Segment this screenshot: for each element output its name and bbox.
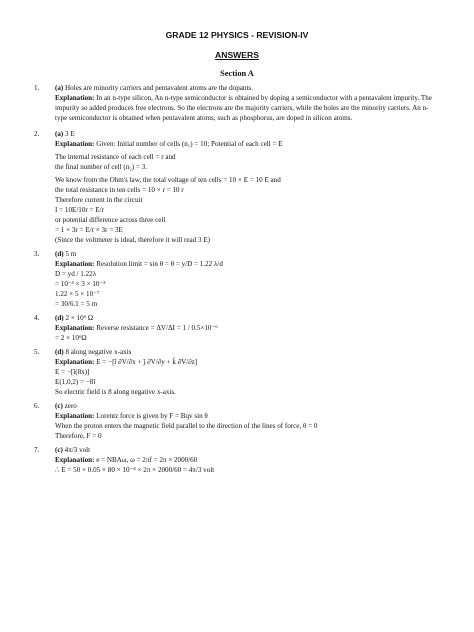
explanation-line: Therefore current in the circuit xyxy=(55,196,143,204)
answer-choice: (c) zero xyxy=(55,402,77,410)
explanation-line: (Since the voltmeter is ideal, therefore it will read 3 E) xyxy=(55,236,211,244)
answer-item xyxy=(34,313,440,343)
explanation-line: When the proton enters the magnetic field parallel to the direction of the lines of force, θ = 0 xyxy=(55,422,318,430)
explanation-line: the final number of cell (n₂) = 3. xyxy=(55,163,147,171)
explanation-line: So electric field is 8 along negative x-axis. xyxy=(55,388,176,396)
explanation-text: Explanation: Given: Initial number of cells (n₁) = 10; Potential of each cell = E xyxy=(55,140,283,148)
answer-item xyxy=(34,249,440,309)
explanation-line: I = 10E/10r = E/r xyxy=(55,206,104,214)
explanation-line: We know from the Ohm's law, the total voltage of ten cells = 10 × E = 10 E and xyxy=(55,176,281,184)
answer-number: 2. xyxy=(34,130,40,138)
explanation-line: or potential difference across three cell xyxy=(55,216,166,224)
answer-item xyxy=(34,83,440,123)
answer-choice: (c) 4π/3 volt xyxy=(55,446,91,454)
explanation-line: the total resistance in ten cells = 10 × r = 10 r xyxy=(55,186,184,194)
page-title: GRADE 12 PHYSICS - REVISION-IV xyxy=(165,30,309,40)
explanation-line: ∴ E = 50 × 0.05 × 80 × 10⁻⁴ × 2π × 2000/60 = 4π/3 volt xyxy=(55,466,215,474)
answers-heading: ANSWERS xyxy=(215,50,259,60)
explanation-line: 1.22 × 5 × 10⁻⁷ xyxy=(55,290,100,298)
answer-item xyxy=(34,129,440,245)
explanation-line: = 30/6.1 = 5 m xyxy=(55,300,98,308)
answer-item xyxy=(34,401,440,441)
explanation-text: Explanation: Reverse resistance = ΔV/ΔI = 1 / 0.5×10⁻⁶ xyxy=(55,324,218,332)
answer-choice: (d) 2 × 10⁶ Ω xyxy=(55,314,94,322)
explanation-text: Explanation: Resolution limit = sin θ = θ = y/D = 1.22 λ/d xyxy=(55,260,223,268)
explanation-line: = 10⁻³ × 3 × 10⁻³ xyxy=(55,280,106,288)
answer-choice: (a) Holes are minority carriers and pentavalent atoms are the dopants. xyxy=(55,84,253,92)
explanation-line: E = −[î(8x)] xyxy=(55,368,90,376)
answer-number: 3. xyxy=(34,250,40,258)
answer-number: 7. xyxy=(34,446,40,454)
explanation-line: = 1 × 3r = E/r × 3r = 3E xyxy=(55,226,123,234)
answer-number: 1. xyxy=(34,84,40,92)
answer-item xyxy=(34,347,440,397)
answer-choice: (a) 3 E xyxy=(55,130,75,138)
answer-number: 4. xyxy=(34,314,40,322)
answer-item xyxy=(34,445,440,475)
explanation-line: Therefore, F = 0 xyxy=(55,432,102,440)
answer-choice: (d) 8 along negative x-axis xyxy=(55,348,132,356)
explanation-line: D = yd / 1.22λ xyxy=(55,270,97,278)
explanation-line: = 2 × 10⁶Ω xyxy=(55,334,87,342)
explanation-text: Explanation: In an n-type silicon, An n-type semiconductor is obtained by doping a semiconductor with a pentavalent impurity. The impurity so added produces free electrons. So the electrons are the majority carriers, while the holes are the minority carriers. An n-type semiconductor is obtained when pentavalent atoms, such as phosphorus, are doped in silicon atoms. xyxy=(55,94,432,122)
explanation-text: Explanation: E = −[î ∂V/∂x + ĵ ∂V/∂y + k̂ ∂V/∂z] xyxy=(55,358,198,366)
explanation-text: Explanation: Lorentz force is given by F = Bqv sin θ xyxy=(55,412,208,420)
answer-number: 6. xyxy=(34,402,40,410)
explanation-text: Explanation: e = NBAω, ω = 2πf = 2π × 2000/60 xyxy=(55,456,198,464)
section-heading: Section A xyxy=(220,69,254,78)
answer-choice: (d) 5 m xyxy=(55,250,77,258)
answer-number: 5. xyxy=(34,348,40,356)
explanation-line: The internal resistance of each cell = r and xyxy=(55,153,176,161)
explanation-line: E(1,0,2) = −8î xyxy=(55,378,96,386)
answer-list xyxy=(34,83,440,475)
